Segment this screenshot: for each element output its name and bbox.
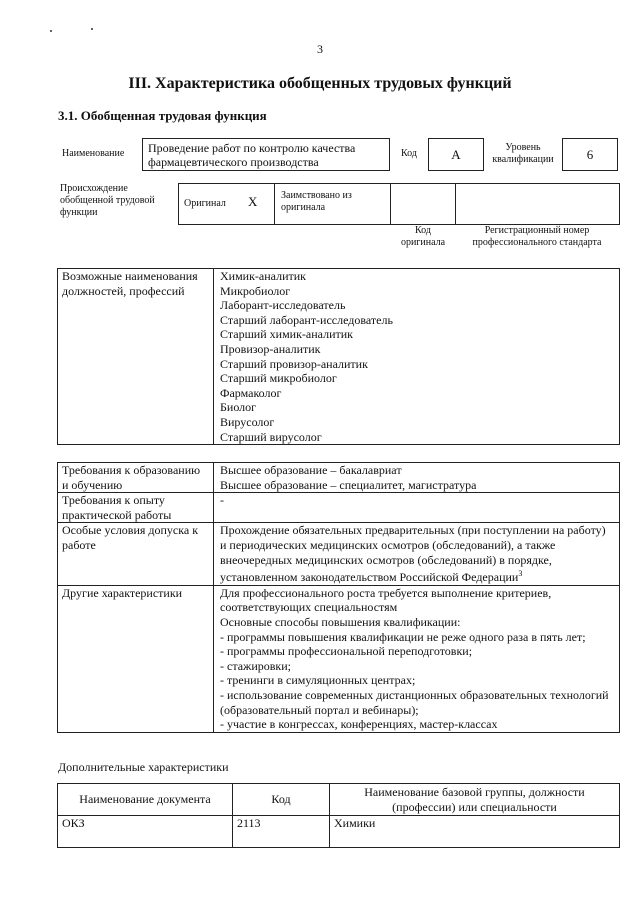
position-item: Фармаколог	[220, 385, 282, 400]
position-item: Старший вирусолог	[220, 429, 322, 444]
position-item: Лаборант-исследователь	[220, 298, 346, 313]
level-label: Уровень квалификации	[492, 142, 554, 165]
other-label: Другие характеристики	[58, 585, 214, 732]
admission-text: Прохождение обязательных предварительных (при поступлении на работу) и периодических медицинских осмотров (обследований), а также внеочередных медицинских осмотров (обследований) в порядке, установленном законодательством Российской Федерации	[220, 523, 606, 585]
code-original-label: Код оригинала	[400, 225, 446, 248]
scan-speck	[91, 28, 93, 30]
education-label: Требования к образованию и обучению	[58, 463, 214, 493]
column-header-group: Наименование базовой группы, должности (профессии) или специальности	[330, 784, 620, 816]
table-header-row	[58, 784, 620, 816]
education-line: Высшее образование – бакалавриат	[220, 463, 402, 477]
experience-label: Требования к опыту практической работы	[58, 493, 214, 523]
origin-label: Происхождение обобщенной трудовой функции	[60, 183, 155, 218]
additional-table	[57, 783, 620, 848]
admission-label: Особые условия допуска к работе	[58, 523, 214, 585]
doc-cell: ОКЗ	[58, 816, 233, 848]
other-line: - стажировки;	[220, 658, 292, 673]
table-row	[58, 493, 620, 523]
name-value: Проведение работ по контролю качества фармацевтического производства	[142, 138, 390, 171]
table-row	[58, 816, 620, 848]
position-item: Микробиолог	[220, 283, 291, 298]
table-row	[58, 585, 620, 732]
other-line: Для профессионального роста требуется выполнение критериев, соответствующих специальностям	[220, 585, 552, 615]
group-cell: Химики	[330, 816, 620, 848]
other-line: - программы профессиональной переподготовки;	[220, 644, 473, 659]
position-item: Старший микробиолог	[220, 371, 337, 386]
reg-number-label: Регистрационный номер профессионального стандарта	[472, 225, 602, 248]
scan-speck	[50, 30, 52, 32]
column-header-code: Код	[233, 784, 330, 816]
code-cell: 2113	[233, 816, 330, 848]
experience-value: -	[214, 493, 620, 523]
position-item: Биолог	[220, 400, 257, 415]
position-item: Провизор-аналитик	[220, 341, 321, 356]
requirements-table	[57, 462, 620, 733]
code-label: Код	[401, 148, 417, 159]
position-item: Старший лаборант-исследователь	[220, 312, 393, 327]
origin-divider	[274, 183, 275, 225]
page-number: 3	[317, 42, 323, 56]
other-line: - тренинги в симуляционных центрах;	[220, 673, 416, 688]
column-header-document: Наименование документа	[58, 784, 233, 816]
admission-value	[214, 523, 620, 585]
subsection-title: 3.1. Обобщенная трудовая функция	[58, 108, 267, 123]
table-row	[58, 463, 620, 493]
code-value: А	[428, 138, 484, 171]
original-mark: X	[248, 194, 258, 209]
position-item: Химик-аналитик	[220, 269, 307, 283]
other-line: - участие в конгрессах, конференциях, мастер-классах	[220, 717, 498, 732]
position-item: Старший химик-аналитик	[220, 327, 353, 342]
name-label: Наименование	[62, 148, 125, 159]
position-item: Вирусолог	[220, 414, 275, 429]
other-line: - использование современных дистанционных образовательных технологий (образовательный портал и вебинары);	[220, 687, 609, 717]
origin-table	[178, 183, 620, 225]
footnote-mark: 3	[518, 569, 523, 579]
other-value	[214, 585, 620, 732]
level-value: 6	[562, 138, 618, 171]
other-line: Основные способы повышения квалификации:	[220, 614, 461, 629]
position-item: Старший провизор-аналитик	[220, 356, 368, 371]
borrowed-label: Заимствовано из оригинала	[281, 190, 352, 213]
positions-table	[57, 268, 620, 445]
origin-divider	[455, 183, 456, 225]
table-row	[58, 523, 620, 585]
education-value	[214, 463, 620, 493]
origin-divider	[390, 183, 391, 225]
section-title: III. Характеристика обобщенных трудовых функций	[128, 75, 512, 92]
other-line: - программы повышения квалификации не реже одного раза в пять лет;	[220, 629, 586, 644]
positions-label: Возможные наименования должностей, профессий	[58, 269, 214, 445]
positions-list	[214, 269, 620, 445]
education-line: Высшее образование – специалитет, магистратура	[220, 477, 477, 492]
original-label: Оригинал	[184, 198, 226, 209]
additional-title: Дополнительные характеристики	[58, 760, 229, 774]
